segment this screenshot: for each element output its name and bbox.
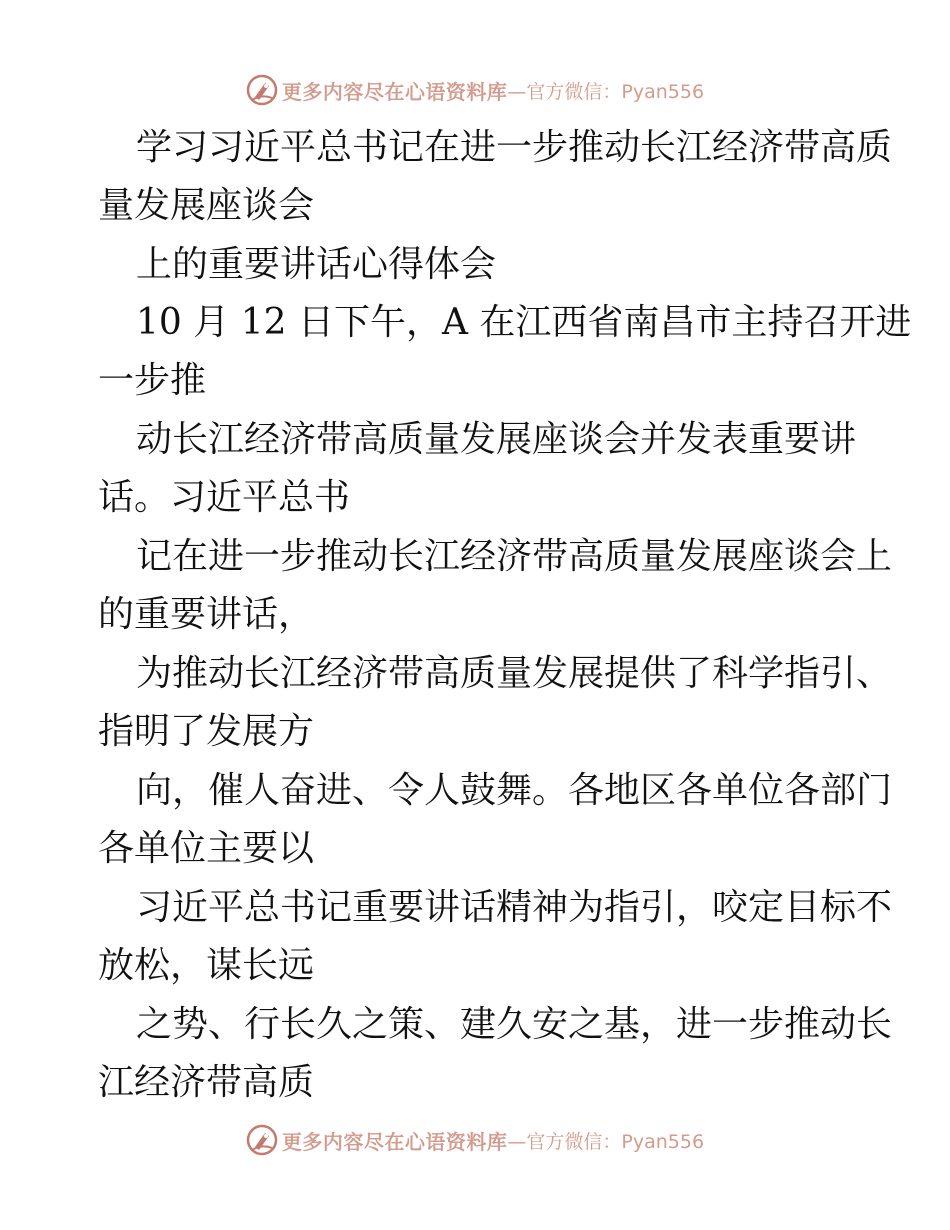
document-line: 为推动长江经济带高质量发展提供了科学指引、 [136,653,893,694]
document-line: 江经济带高质 [98,1062,315,1103]
header-watermark [0,70,950,110]
pen-nib-circle-icon [246,74,278,106]
pen-nib-circle-icon [246,1124,278,1156]
document-line: 的重要讲话， [98,594,315,635]
footer-watermark [0,1120,950,1160]
watermark-sub-text: —官方微信：Pyan556 [507,80,705,103]
document-line: 10 月 12 日下午，A 在江西省南昌市主持召开进 [136,302,912,343]
watermark-main-text: 更多内容尽在心语资料库 [281,79,508,104]
document-line: 之势、行长久之策、建久安之基，进一步推动长 [136,1004,893,1045]
watermark-main-text: 更多内容尽在心语资料库 [281,1129,508,1154]
document-line: 上的重要讲话心得体会 [136,244,497,285]
document-line: 记在进一步推动长江经济带高质量发展座谈会上 [136,536,893,577]
document-line: 学习习近平总书记在进一步推动长江经济带高质 [136,127,893,168]
document-line: 指明了发展方 [98,711,315,752]
watermark-sub-text: —官方微信：Pyan556 [507,1130,705,1153]
document-line: 各单位主要以 [98,828,315,869]
document-line: 向，催人奋进、令人鼓舞。各地区各单位各部门 [136,770,893,811]
document-line: 量发展座谈会 [98,185,315,226]
document-line: 放松，谋长远 [98,945,315,986]
document-line: 动长江经济带高质量发展座谈会并发表重要讲 [136,419,857,460]
document-line: 习近平总书记重要讲话精神为指引，咬定目标不 [136,887,893,928]
document-line: 一步推 [98,360,207,401]
document-line: 话。习近平总书 [98,477,351,518]
